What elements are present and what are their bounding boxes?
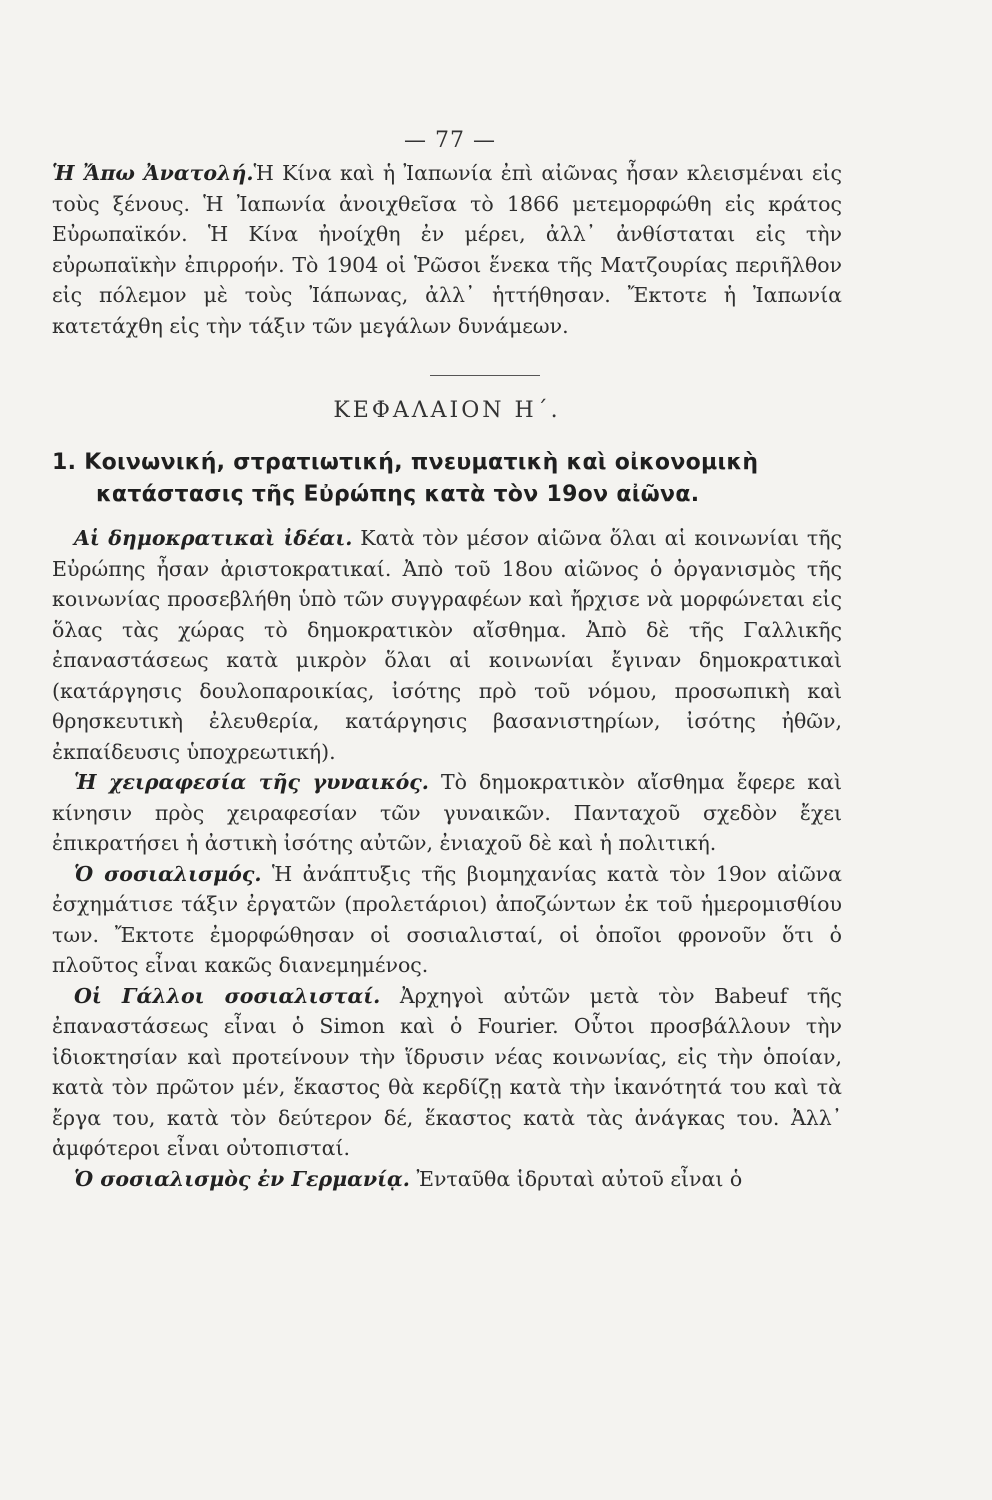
paragraph-women-emancipation — [52, 767, 842, 859]
intro-heading: Ἡ Ἄπω Ἀνατολή. — [52, 161, 254, 185]
paragraph-text: Τὸ δημοκρατικὸν αἴσθημα ἔφερε καὶ κίνησιν πρὸς χειραφεσίαν τῶν γυναικῶν. Πανταχοῦ σχεδὸν ἔχει ἐπικρατήσει ἡ ἀστικὴ ἰσότης αὐτῶν, ἐνιαχοῦ δὲ καὶ ἡ πολιτική. — [52, 770, 842, 855]
page-number: — 77 — — [404, 128, 496, 153]
paragraph-text: Ἀρχηγοὶ αὐτῶν μετὰ τὸν Babeuf τῆς ἐπαναστάσεως εἶναι ὁ Simon καὶ ὁ Fourier. Οὗτοι προσβάλλουν τὴν ἰδιοκτησίαν καὶ προτείνουν τὴν ἵδρυσιν νέας κοινωνίας, εἰς τὴν ὁποίαν, κατὰ τὸν πρῶτον μέν, ἕκαστος θὰ κερδίζῃ κατὰ τὴν ἱκανότητά του καὶ τὰ ἔργα του, κατὰ τὸν δεύτερον δέ, ἕκαστος κατὰ τὰς ἀνάγκας του. Ἀλλ᾽ ἀμφότεροι εἶναι οὐτοπισταί. — [52, 983, 842, 1160]
paragraph-text: Ἐνταῦθα ἱδρυταὶ αὐτοῦ εἶναι ὁ — [416, 1166, 743, 1191]
section-number: 1. — [52, 450, 77, 475]
paragraph-text: Κατὰ τὸν μέσον αἰῶνα ὅλαι αἱ κοινωνίαι τῆς Εὐρώπης ἦσαν ἀριστοκρατικαί. Ἀπὸ τοῦ 18ου αἰῶνος ὁ ὀργανισμὸς τῆς κοινωνίας προσεβλήθη ὑπὸ τῶν συγγραφέων καὶ ἤρχισε νὰ μορφώνεται εἰς ὅλας τὰς χώρας τὸ δημοκρατικὸν αἴσθημα. Ἀπὸ δὲ τῆς Γαλλικῆς ἐπαναστάσεως κατὰ μικρὸν ὅλαι αἱ κοινωνίαι ἔγιναν δημοκρατικαὶ (κατάργησις δουλοπαροικίας, ἰσότης πρὸ τοῦ νόμου, προσωπικὴ καὶ θρησκευτικὴ ἐλευθερία, κατάργησις βασανιστηρίων, ἰσότης ἠθῶν, ἐκπαίδευσις ὑποχρεωτική). — [52, 526, 842, 764]
intro-paragraph — [52, 158, 842, 341]
intro-text: Ἡ Κίνα καὶ ἡ Ἰαπωνία ἐπὶ αἰῶνας ἦσαν κλεισμέναι εἰς τοὺς ξένους. Ἡ Ἰαπωνία ἀνοιχθεῖσα τὸ 1866 μετεμορφώθη εἰς κράτος Εὐρωπαϊκόν. Ἡ Κίνα ἠνοίχθη ἐν μέρει, ἀλλ᾽ ἀνθίσταται εἰς τὴν εὐρωπαϊκὴν ἐπιρροήν. Τὸ 1904 οἱ Ῥῶσοι ἕνεκα τῆς Ματζουρίας περιῆλθον εἰς πόλεμον μὲ τοὺς Ἰάπωνας, ἀλλ᾽ ἡττήθησαν. Ἔκτοτε ἡ Ἰαπωνία κατετάχθη εἰς τὴν τάξιν τῶν μεγάλων δυνάμεων. — [52, 161, 842, 338]
paragraph-heading: Ὁ σοσιαλισμός. — [74, 861, 262, 886]
section-title-line1: Κοινωνική, στρατιωτική, πνευματικὴ καὶ οἰκονομικὴ — [84, 450, 759, 475]
divider-rule — [430, 375, 540, 376]
paragraph-french-socialists — [52, 981, 842, 1164]
paragraph-heading: Οἱ Γάλλοι σοσιαλισταί. — [74, 983, 381, 1008]
paragraph-democratic-ideas — [52, 523, 842, 767]
paragraph-heading: Ὁ σοσιαλισμὸς ἐν Γερμανίᾳ. — [74, 1166, 410, 1191]
paragraph-text: Ἡ ἀνάπτυξις τῆς βιομηχανίας κατὰ τὸν 19ον αἰῶνα ἐσχημάτισε τάξιν ἐργατῶν (προλετάριοι) ἀποζώντων ἐκ τοῦ ἡμερομισθίου των. Ἔκτοτε ἐμορφώθησαν οἱ σοσιαλισταί, οἱ ὁποῖοι φρονοῦν ὅτι ὁ πλοῦτος εἶναι κακῶς διανεμημένος. — [52, 861, 842, 977]
paragraph-heading: Αἱ δημοκρατικαὶ ἰδέαι. — [74, 526, 353, 550]
paragraph-socialism — [52, 859, 842, 981]
paragraph-german-socialism — [52, 1164, 842, 1195]
section-title-line2: κατάστασις τῆς Εὐρώπης κατὰ τὸν 19ον αἰῶνα. — [96, 482, 700, 507]
section-title — [52, 447, 842, 511]
chapter-title: ΚΕΦΑΛΑΙΟΝ Η΄. — [333, 398, 561, 423]
paragraph-heading: Ἡ χειραφεσία τῆς γυναικός. — [74, 770, 429, 794]
page-body — [52, 158, 842, 1194]
